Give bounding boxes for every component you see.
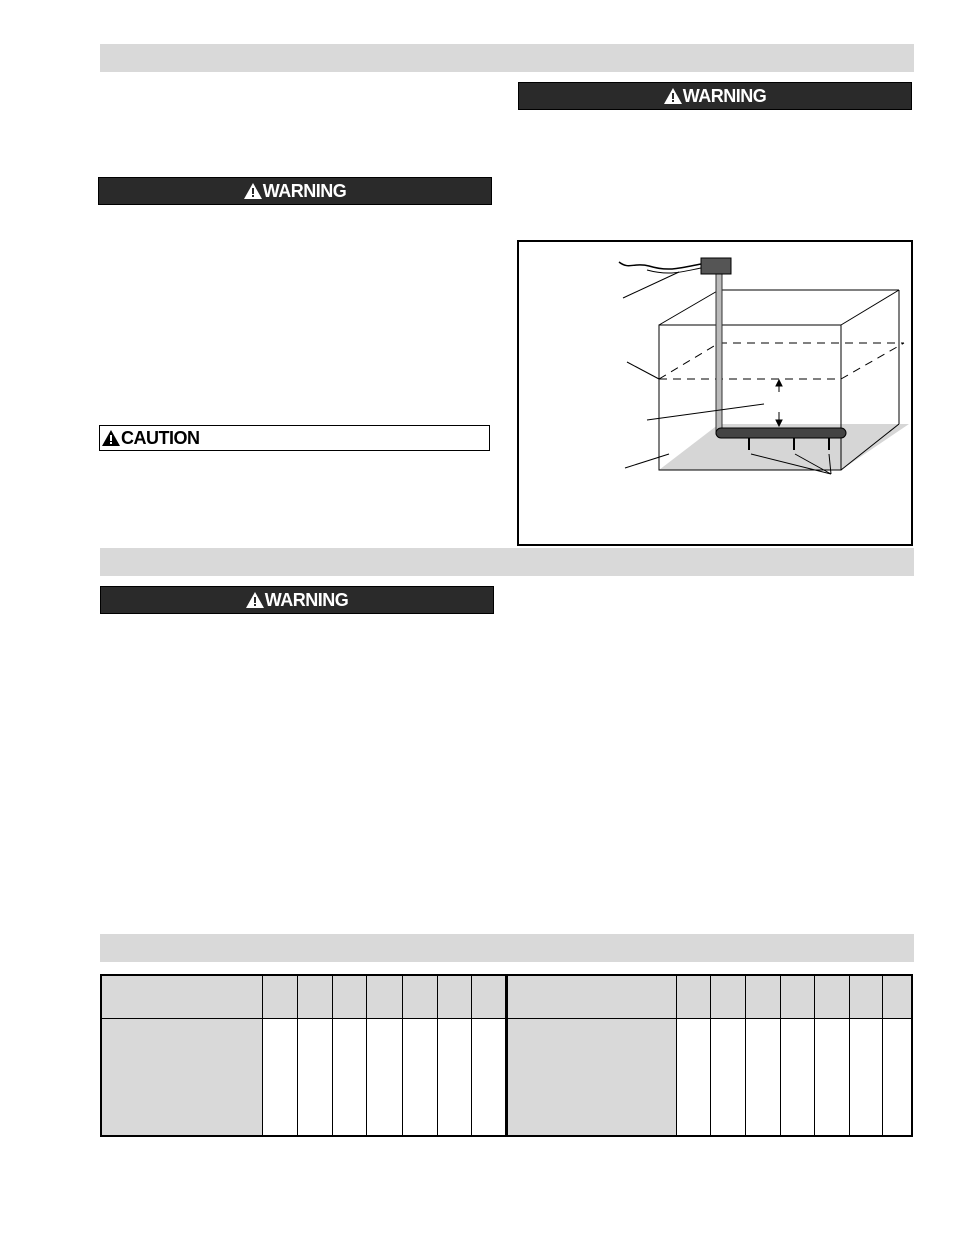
heater-head [701,258,731,274]
warning-banner-left [98,177,492,205]
table-cell [402,1019,437,1137]
table-header-cell [745,975,780,1019]
table-header-cell [676,975,710,1019]
table-header-cell [263,975,298,1019]
caution-banner [99,425,490,451]
caution-label: CAUTION [121,427,200,448]
table-cell [815,1019,850,1137]
table-row [101,1019,912,1137]
section-header-1 [100,44,914,72]
table-cell [883,1019,912,1137]
table-header-cell [815,975,850,1019]
table-header-cell [402,975,437,1019]
table-cell [333,1019,367,1137]
heater-element [716,428,846,438]
section-header-2 [100,548,914,576]
warning-banner-section-2 [100,586,494,614]
table-cell [780,1019,814,1137]
table-header-row [101,975,912,1019]
table-header-cell [780,975,814,1019]
table-cell [710,1019,745,1137]
warning-banner-right [518,82,912,110]
warning-label: WARNING [264,589,349,610]
table-cell [298,1019,333,1137]
depth-indicator [776,380,782,426]
table-header-cell [333,975,367,1019]
table-header-cell [506,975,676,1019]
table-cell [471,1019,506,1137]
table-header-cell [367,975,402,1019]
table-cell [263,1019,298,1137]
table-cell [367,1019,402,1137]
table-cell [437,1019,471,1137]
caution-triangle-icon [102,430,120,446]
warning-label: WARNING [682,85,767,106]
warning-triangle-icon [246,592,264,608]
heater-diagram [517,240,913,546]
table-header-cell [850,975,883,1019]
heater-diagram-illustration [519,242,911,544]
warning-triangle-icon [664,88,682,104]
water-level [659,343,904,379]
table-cell [676,1019,710,1137]
table-cell [506,1019,676,1137]
table-header-cell [437,975,471,1019]
specification-table [100,974,913,1137]
table-header-cell [101,975,263,1019]
table-header-cell [471,975,506,1019]
table-cell [850,1019,883,1137]
warning-triangle-icon [244,183,262,199]
table-cell [101,1019,263,1137]
table-cell [745,1019,780,1137]
table-header-cell [883,975,912,1019]
table-header-cell [710,975,745,1019]
power-cord [619,262,701,269]
warning-label: WARNING [262,180,347,201]
section-header-3 [100,934,914,962]
table-header-cell [298,975,333,1019]
heater-riser [716,264,722,434]
